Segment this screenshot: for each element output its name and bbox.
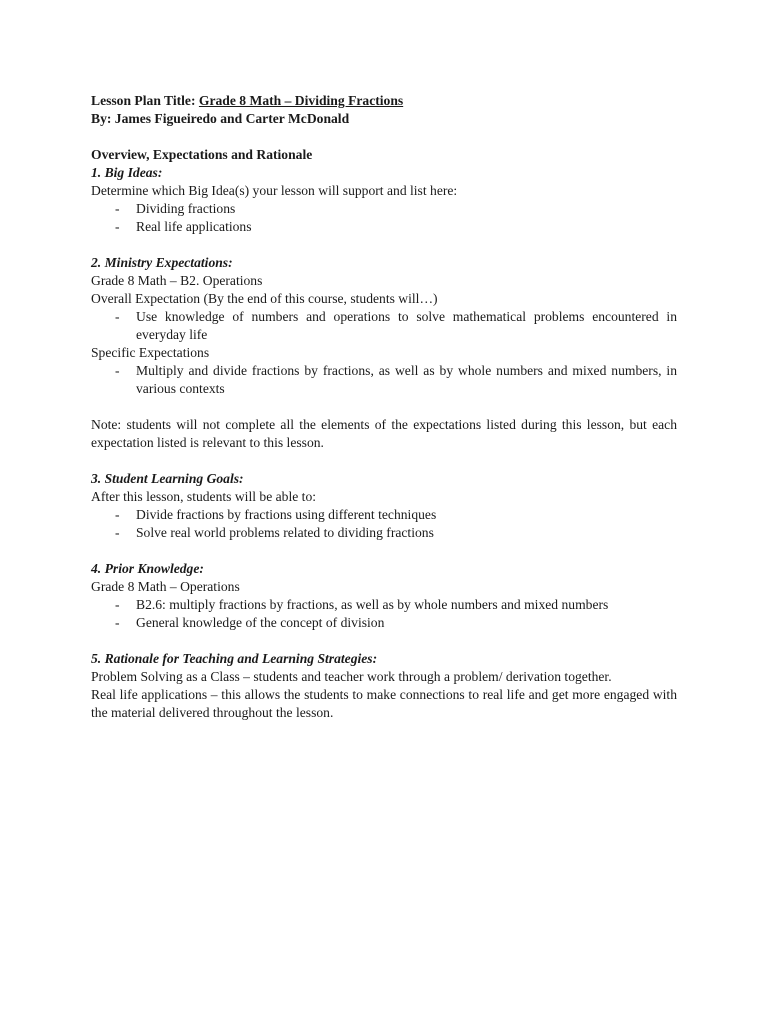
authors-line: By: James Figueiredo and Carter McDonald xyxy=(91,111,350,126)
overall-expectation-label: Overall Expectation (By the end of this course, students will…) xyxy=(91,291,438,306)
specific-expectations-label: Specific Expectations xyxy=(91,345,210,360)
specific-expectation-bullet: Multiply and divide fractions by fractions, as well as by whole numbers and mixed numbers, in various contexts xyxy=(136,363,677,396)
bullet-dash: - xyxy=(115,219,120,234)
lesson-title-label: Lesson Plan Title: xyxy=(91,93,196,108)
learning-goal-bullet: Divide fractions by fractions using different techniques xyxy=(136,507,437,522)
lesson-title-line xyxy=(91,92,677,110)
list-item xyxy=(91,308,677,344)
note-paragraph: Note: students will not complete all the elements of the expectations listed during this lesson, but each expectation listed is relevant to this lesson. xyxy=(91,417,677,450)
bullet-dash: - xyxy=(115,597,120,612)
prior-knowledge-title: 4. Prior Knowledge: xyxy=(91,561,204,576)
bullet-dash: - xyxy=(115,525,120,540)
bullet-dash: - xyxy=(115,507,120,522)
list-item xyxy=(91,506,677,524)
lesson-title-value: Grade 8 Math – Dividing Fractions xyxy=(198,93,404,108)
ministry-title: 2. Ministry Expectations: xyxy=(91,255,233,270)
spacer xyxy=(91,542,677,560)
document-page xyxy=(91,92,677,722)
learning-goal-bullet: Solve real world problems related to dividing fractions xyxy=(136,525,434,540)
spacer xyxy=(91,452,677,470)
spacer xyxy=(91,236,677,254)
overall-expectation-bullet: Use knowledge of numbers and operations to solve mathematical problems encountered in everyday life xyxy=(136,309,677,342)
overview-heading: Overview, Expectations and Rationale xyxy=(91,147,313,162)
prior-knowledge-intro: Grade 8 Math – Operations xyxy=(91,579,240,594)
spacer xyxy=(91,632,677,650)
list-item xyxy=(91,200,677,218)
list-item xyxy=(91,362,677,398)
list-item xyxy=(91,524,677,542)
rationale-title: 5. Rationale for Teaching and Learning Strategies: xyxy=(91,651,378,666)
spacer xyxy=(91,128,677,146)
ministry-strand: Grade 8 Math – B2. Operations xyxy=(91,273,263,288)
list-item xyxy=(91,596,677,614)
rationale-paragraph-2: Real life applications – this allows the students to make connections to real life and get more engaged with the material delivered throughout the lesson. xyxy=(91,687,677,720)
big-ideas-bullet: Real life applications xyxy=(136,219,252,234)
bullet-dash: - xyxy=(115,309,120,324)
learning-goals-intro: After this lesson, students will be able to: xyxy=(91,489,317,504)
list-item xyxy=(91,218,677,236)
big-ideas-title: 1. Big Ideas: xyxy=(91,165,163,180)
list-item xyxy=(91,614,677,632)
big-ideas-intro: Determine which Big Idea(s) your lesson will support and list here: xyxy=(91,183,458,198)
bullet-dash: - xyxy=(115,615,120,630)
prior-knowledge-bullet: B2.6: multiply fractions by fractions, as well as by whole numbers and mixed numbers xyxy=(136,597,609,612)
learning-goals-title: 3. Student Learning Goals: xyxy=(91,471,244,486)
big-ideas-bullet: Dividing fractions xyxy=(136,201,236,216)
bullet-dash: - xyxy=(115,363,120,378)
bullet-dash: - xyxy=(115,201,120,216)
prior-knowledge-bullet: General knowledge of the concept of division xyxy=(136,615,385,630)
spacer xyxy=(91,398,677,416)
rationale-paragraph-1: Problem Solving as a Class – students and teacher work through a problem/ derivation together. xyxy=(91,669,612,684)
